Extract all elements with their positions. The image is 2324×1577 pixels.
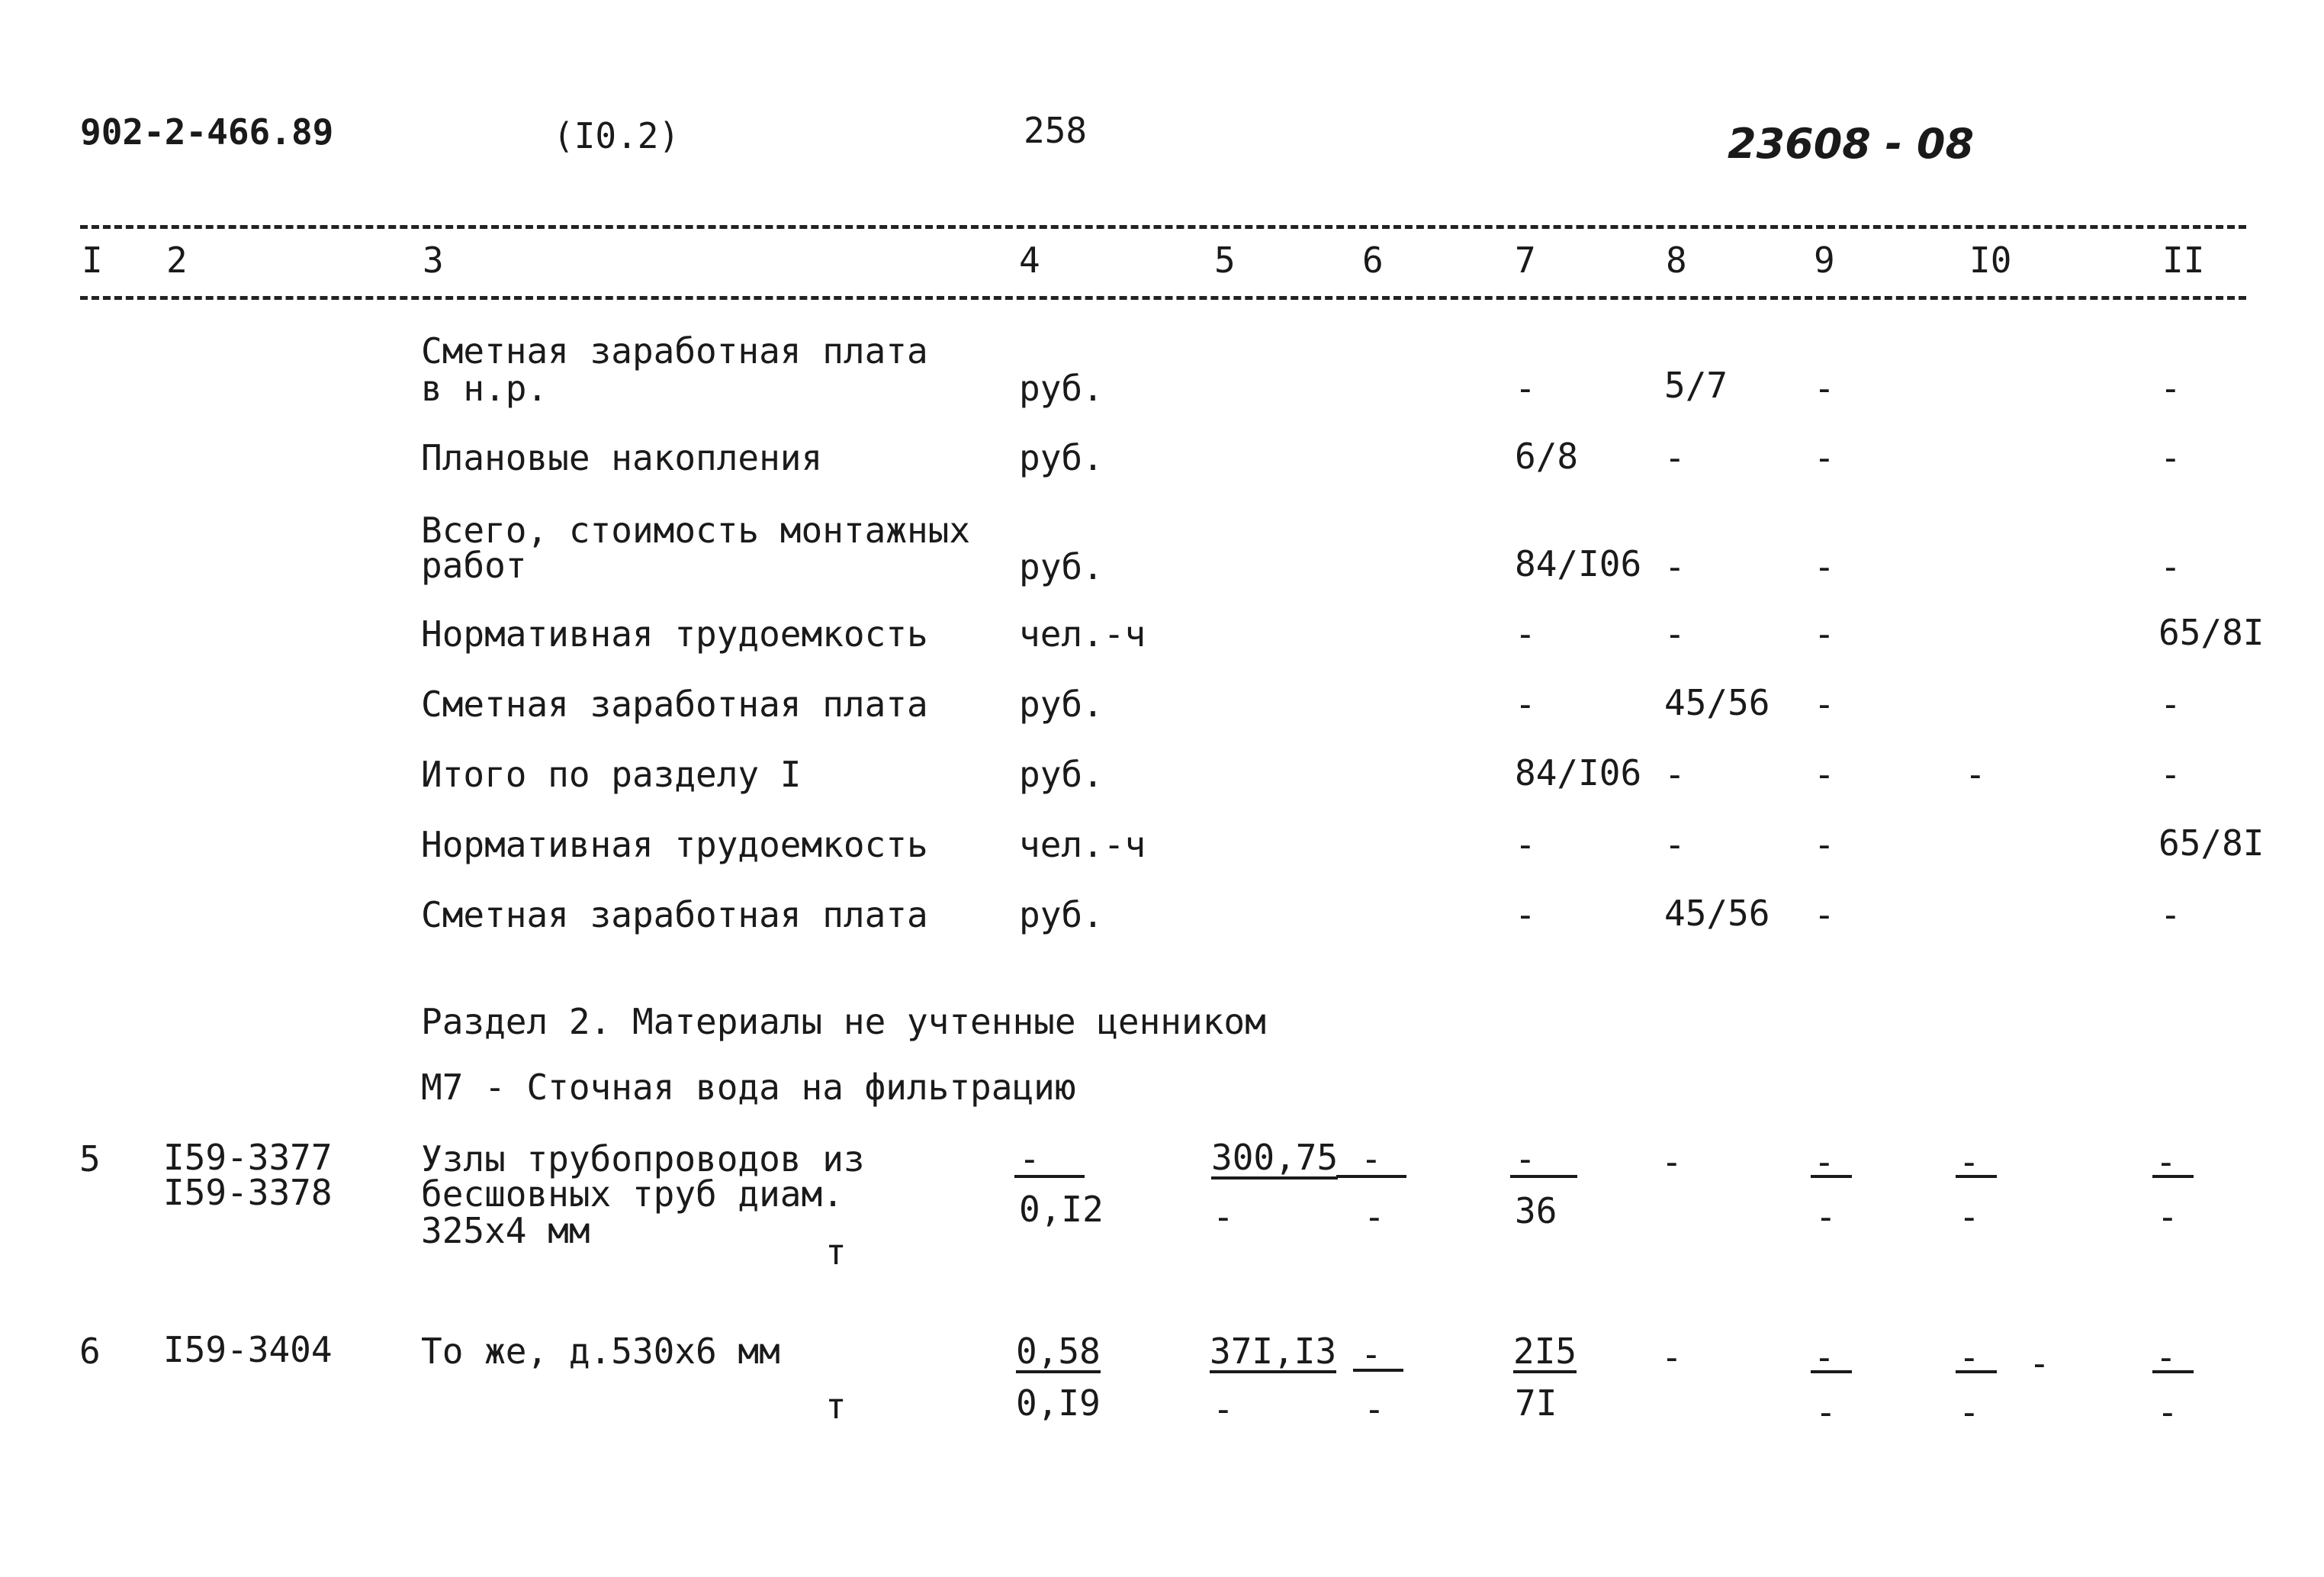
item-name: Узлы трубопроводов из <box>421 1138 865 1180</box>
cell-col7: 84/I06 <box>1515 543 1642 584</box>
cell-col8: - <box>1664 754 1686 795</box>
unit-cell: руб. <box>1019 684 1104 725</box>
cell-col9-bottom: - <box>1815 1196 1837 1237</box>
item-number: 5 <box>79 1138 101 1180</box>
cell-col8: 45/56 <box>1664 682 1770 723</box>
cell-col7: - <box>1515 368 1536 409</box>
unit-cell: руб. <box>1019 437 1104 478</box>
cell-col10-extra: - <box>2029 1343 2050 1384</box>
column-header: I <box>82 240 103 281</box>
item-code: I59-3377 <box>163 1137 333 1178</box>
column-header: II <box>2162 240 2205 281</box>
header-rule-bottom <box>80 296 2246 300</box>
cell-col9-top: - <box>1814 1141 1835 1183</box>
row-label: Итого по разделу I <box>421 754 802 795</box>
unit-cell: руб. <box>1019 754 1104 795</box>
fraction-line <box>1811 1175 1852 1178</box>
row-label: Сметная заработная плата <box>421 894 928 935</box>
cell-col4-bottom: 0,I9 <box>1016 1382 1101 1424</box>
unit-cell: чел.-ч <box>1019 824 1146 865</box>
unit-cell: руб. <box>1019 368 1104 409</box>
column-header: 7 <box>1515 240 1536 281</box>
cell-col11: - <box>2160 546 2181 587</box>
cell-col11: - <box>2160 437 2181 478</box>
cell-col5-top: 300,75 <box>1211 1137 1339 1178</box>
cell-col7: - <box>1515 894 1536 935</box>
cell-col7-bottom: 7I <box>1515 1382 1557 1424</box>
cell-col9: - <box>1814 894 1835 935</box>
item-name: 325x4 мм <box>421 1210 590 1251</box>
unit-cell: руб. <box>1019 894 1104 935</box>
fraction-line <box>1510 1175 1577 1178</box>
cell-col7: - <box>1515 824 1536 865</box>
cell-col7: - <box>1515 613 1536 655</box>
fraction-line <box>1956 1175 1997 1178</box>
fraction-line <box>2152 1370 2194 1373</box>
row-label: Всего, стоимость монтажных <box>421 510 971 551</box>
section-subtitle: М7 - Сточная вода на фильтрацию <box>421 1067 1076 1108</box>
cell-col4-top: - <box>1019 1138 1040 1180</box>
cell-col7: 6/8 <box>1515 436 1579 477</box>
cell-col6-top: - <box>1361 1138 1382 1180</box>
cell-col11: 65/8I <box>2158 612 2265 653</box>
cell-col5-top: 37I,I3 <box>1210 1331 1337 1372</box>
cell-col6-bottom: - <box>1364 1389 1385 1430</box>
column-header: 6 <box>1362 240 1384 281</box>
item-unit: т <box>825 1231 847 1273</box>
cell-col11: - <box>2160 368 2181 409</box>
cell-col9: - <box>1814 613 1835 655</box>
row-label: Сметная заработная плата <box>421 330 928 372</box>
unit-cell: руб. <box>1019 546 1104 587</box>
section-code: (I0.2) <box>553 115 680 156</box>
column-header: 5 <box>1214 240 1236 281</box>
cell-col4-top: 0,58 <box>1016 1331 1101 1372</box>
unit-cell: чел.-ч <box>1019 613 1146 655</box>
item-name: То же, д.530x6 мм <box>421 1331 780 1372</box>
cell-col8: - <box>1661 1337 1683 1378</box>
cell-col9: - <box>1814 437 1835 478</box>
handwritten-id: 23608 - 08 <box>1728 120 1975 168</box>
column-header: 9 <box>1814 240 1835 281</box>
cell-col8: - <box>1664 613 1686 655</box>
cell-col7: - <box>1515 684 1536 725</box>
item-code: I59-3378 <box>163 1172 333 1213</box>
cell-col10-top: - <box>1959 1141 1980 1183</box>
cell-col11-bottom: - <box>2157 1392 2178 1433</box>
cell-col10: - <box>1965 754 1986 795</box>
cell-col6-bottom: - <box>1364 1196 1385 1237</box>
column-header: 4 <box>1019 240 1040 281</box>
cell-col11: - <box>2160 684 2181 725</box>
column-header: 8 <box>1666 240 1687 281</box>
document-code: 902-2-466.89 <box>80 111 334 153</box>
cell-col9: - <box>1814 684 1835 725</box>
cell-col11-top: - <box>2155 1141 2177 1183</box>
cell-col7-bottom: 36 <box>1515 1190 1557 1231</box>
item-name: бесшовных труб диам. <box>421 1173 844 1215</box>
row-label: работ <box>421 545 527 586</box>
item-code: I59-3404 <box>163 1329 333 1370</box>
cell-col8: - <box>1664 546 1686 587</box>
item-number: 6 <box>79 1331 101 1372</box>
cell-col9: - <box>1814 824 1835 865</box>
item-unit: т <box>825 1386 847 1427</box>
cell-col6-top: - <box>1361 1334 1382 1375</box>
cell-col11: - <box>2160 894 2181 935</box>
cell-col11: 65/8I <box>2158 822 2265 864</box>
cell-col10-bottom: - <box>1959 1196 1980 1237</box>
cell-col7-top: - <box>1515 1138 1536 1180</box>
header-rule-top <box>80 225 2246 229</box>
cell-col5-bottom: - <box>1213 1196 1234 1237</box>
cell-col8: 5/7 <box>1664 365 1728 406</box>
section-title: Раздел 2. Материалы не учтенные ценником <box>421 1001 1266 1042</box>
cell-col11: - <box>2160 754 2181 795</box>
fraction-line <box>1336 1175 1406 1178</box>
row-label: Нормативная трудоемкость <box>421 613 928 655</box>
cell-col8: 45/56 <box>1664 893 1770 934</box>
cell-col10-bottom: - <box>1959 1392 1980 1433</box>
cell-col5-bottom: - <box>1213 1389 1234 1430</box>
cell-col7-top: 2I5 <box>1513 1331 1577 1372</box>
cell-col9: - <box>1814 368 1835 409</box>
fraction-line <box>1353 1369 1403 1372</box>
cell-col9: - <box>1814 754 1835 795</box>
cell-col9-bottom: - <box>1815 1392 1837 1433</box>
column-header: I0 <box>1969 240 2012 281</box>
cell-col10-top: - <box>1959 1337 1980 1378</box>
cell-col8: - <box>1661 1141 1683 1183</box>
fraction-line <box>1956 1370 1997 1373</box>
cell-col9-top: - <box>1814 1337 1835 1378</box>
row-label: Нормативная трудоемкость <box>421 824 928 865</box>
cell-col8: - <box>1664 824 1686 865</box>
cell-col11-top: - <box>2155 1337 2177 1378</box>
fraction-line <box>1811 1370 1852 1373</box>
cell-col9: - <box>1814 546 1835 587</box>
page-number: 258 <box>1024 110 1088 151</box>
column-header: 2 <box>166 240 188 281</box>
row-label: Сметная заработная плата <box>421 684 928 725</box>
cell-col11-bottom: - <box>2157 1196 2178 1237</box>
cell-col8: - <box>1664 437 1686 478</box>
row-label: в н.р. <box>421 368 548 409</box>
fraction-line <box>1014 1175 1085 1178</box>
cell-col7: 84/I06 <box>1515 752 1642 793</box>
cell-col4-bottom: 0,I2 <box>1019 1189 1104 1230</box>
fraction-line <box>2152 1175 2194 1178</box>
row-label: Плановые накопления <box>421 437 823 478</box>
column-header: 3 <box>423 240 444 281</box>
